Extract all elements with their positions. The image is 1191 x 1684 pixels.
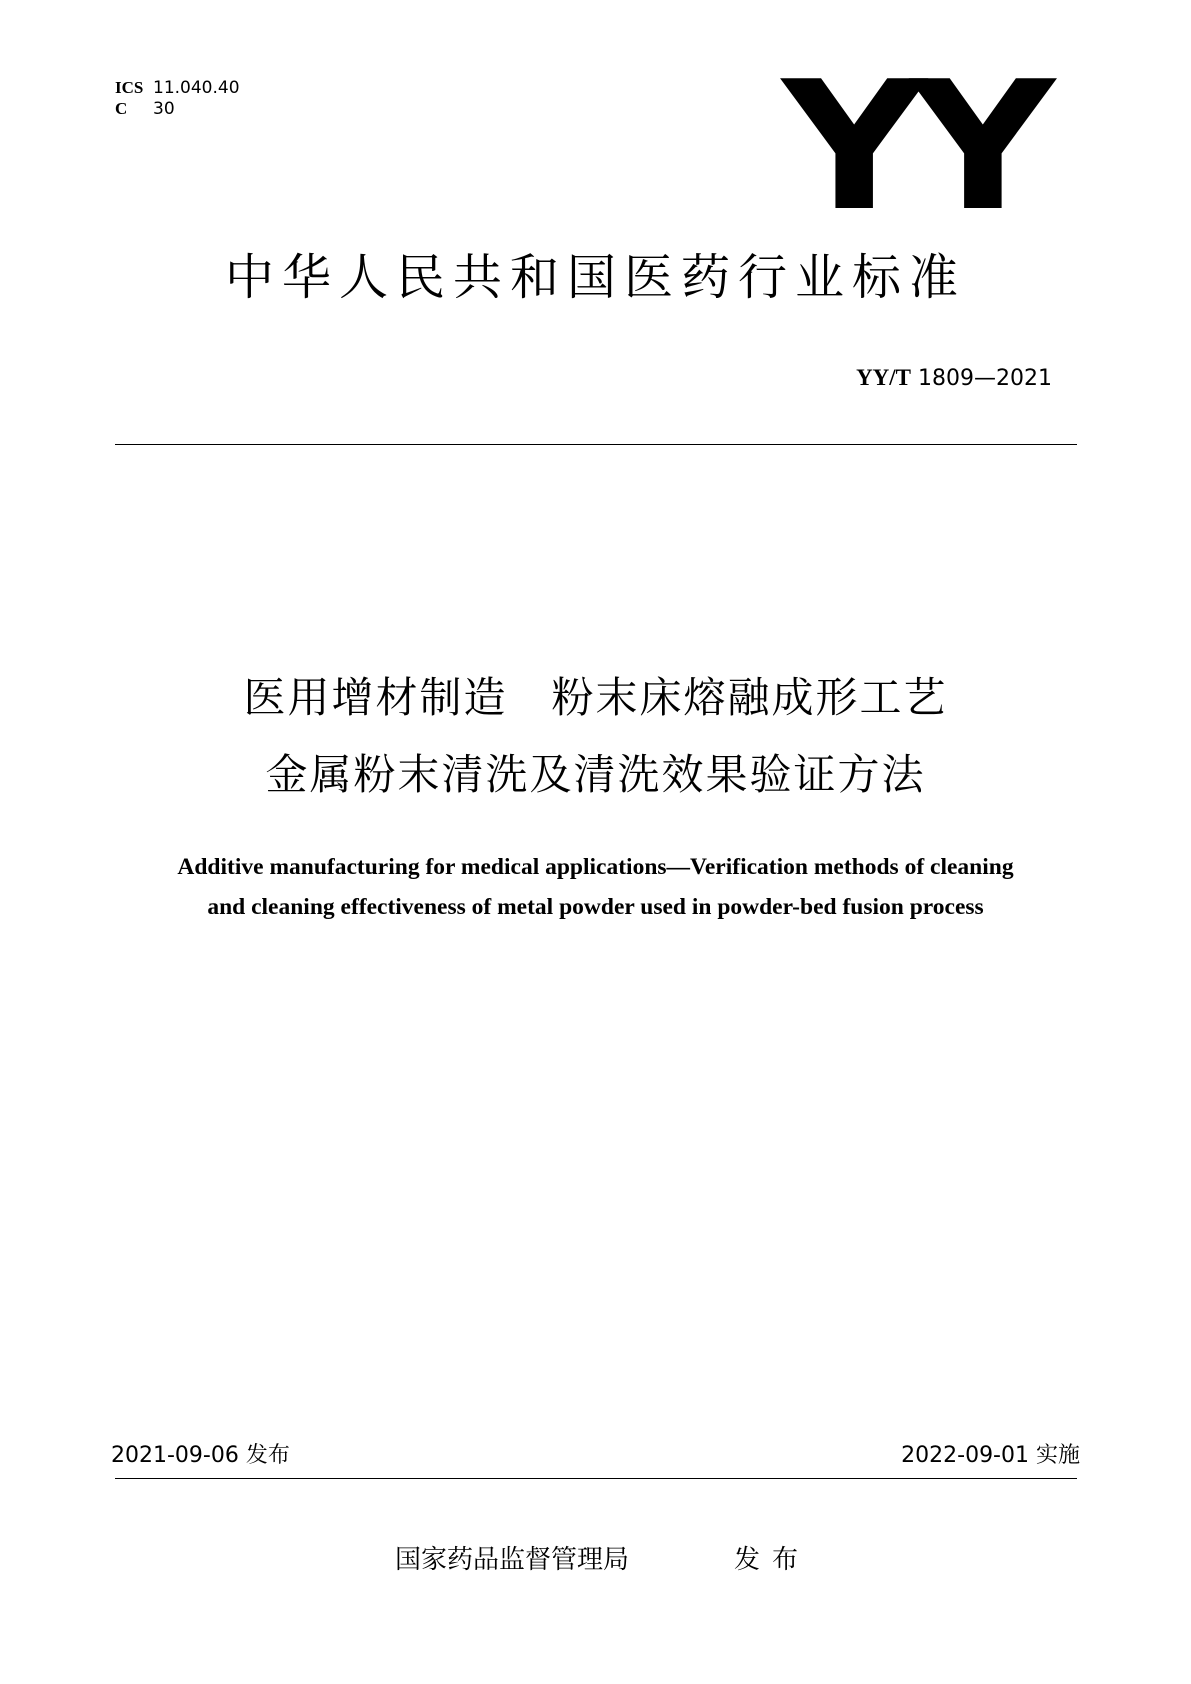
effective-date: 2022-09-01 实施	[901, 1443, 1080, 1468]
standard-number	[856, 364, 1052, 393]
classification-value: 30	[153, 99, 175, 119]
issuing-authority: 国家药品监督管理局	[395, 1545, 630, 1575]
classification-label: C	[115, 99, 128, 118]
issue-action: 发布	[734, 1545, 811, 1575]
title-en-line-1: Additive manufacturing for medical applications—Verification methods of cleaning	[177, 854, 1014, 880]
title-cn-line-2: 金属粉末清洗及清洗效果验证方法	[265, 750, 926, 799]
title-cn-line-1: 医用增材制造 粉末床熔融成形工艺	[243, 673, 948, 722]
issue-date: 2021-09-06 发布	[111, 1443, 290, 1468]
standard-number-value: 1809—2021	[918, 366, 1052, 391]
bottom-divider	[115, 1478, 1077, 1479]
classification-code	[115, 99, 175, 119]
ics-value: 11.040.40	[153, 78, 240, 98]
standard-number-prefix: YY/T	[856, 365, 912, 390]
ics-label: ICS	[115, 78, 144, 97]
ics-code	[115, 78, 240, 98]
title-en-line-2: and cleaning effectiveness of metal powder used in powder-bed fusion process	[207, 894, 984, 920]
standard-heading: 中华人民共和国医药行业标准	[224, 249, 966, 306]
top-divider	[115, 444, 1077, 445]
yy-logo: YY	[782, 43, 1040, 250]
